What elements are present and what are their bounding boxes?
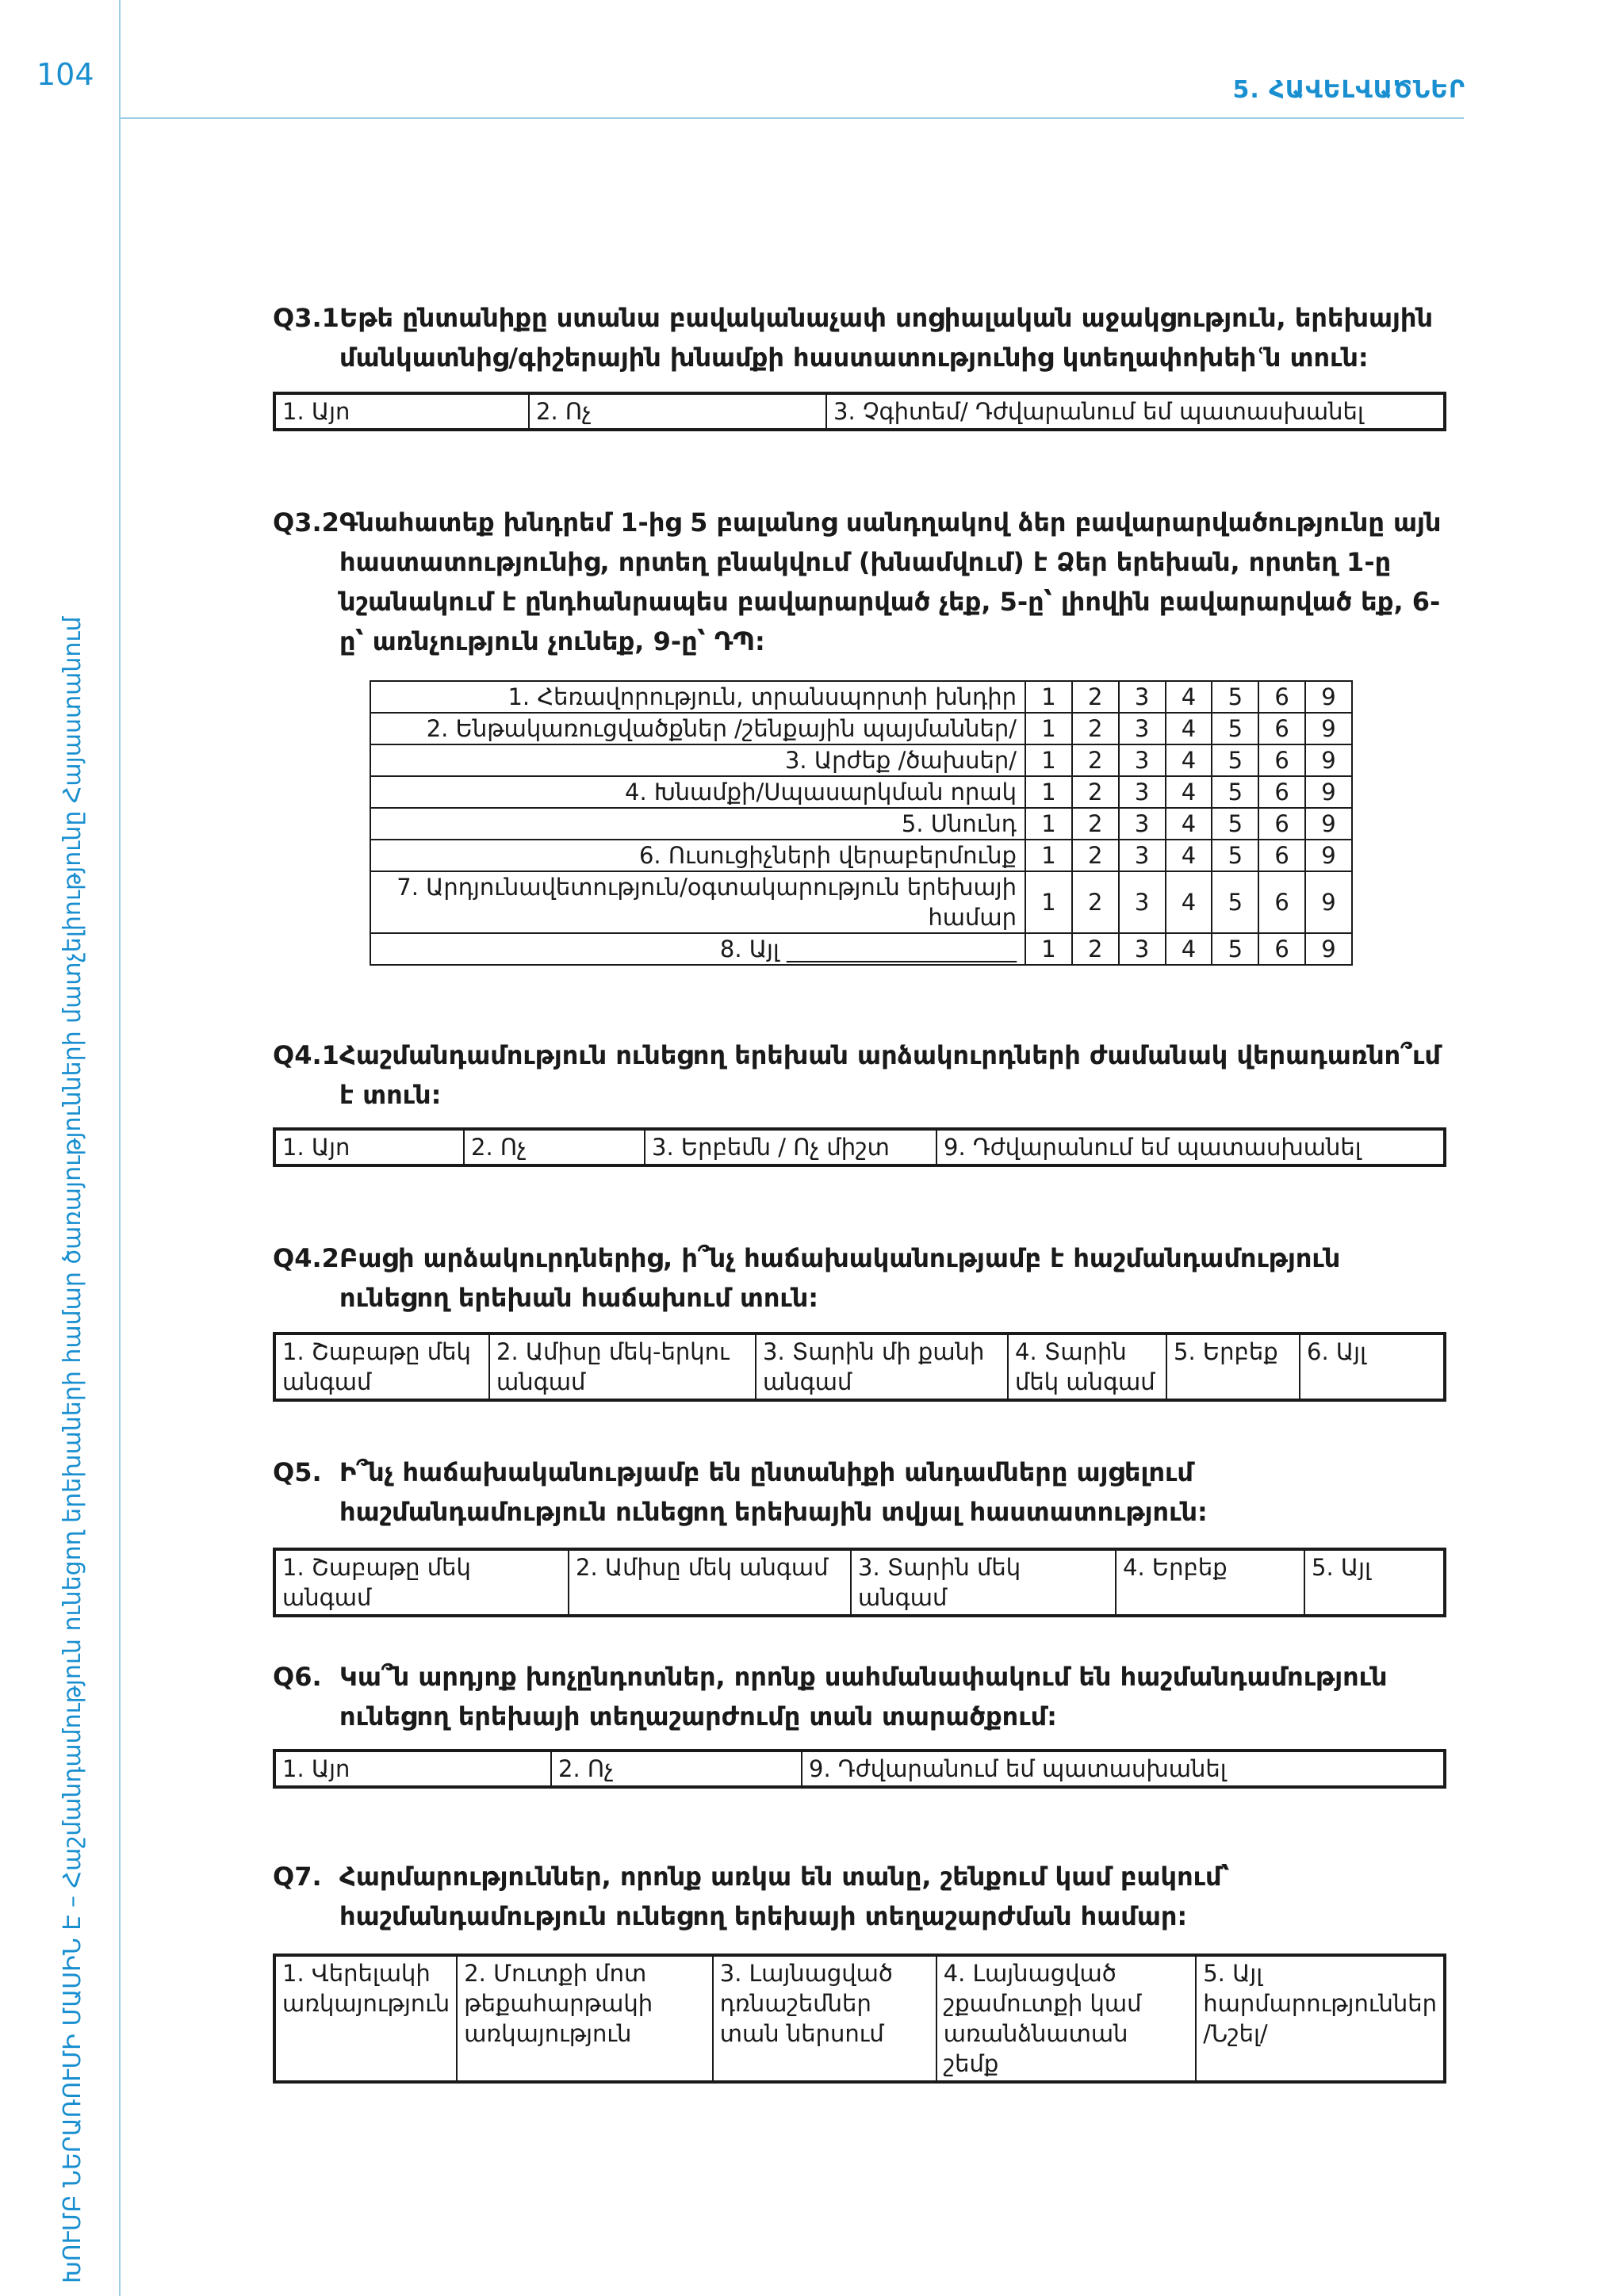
rating-item-label: 5. Սնունդ <box>370 808 1025 840</box>
scale-6[interactable]: 6 <box>1258 681 1305 713</box>
question-q4-1 <box>273 1035 1454 1115</box>
scale-3[interactable]: 3 <box>1119 808 1166 840</box>
scale-4[interactable]: 4 <box>1166 776 1212 808</box>
answer-options-q3-1 <box>273 392 1446 431</box>
rating-row <box>370 776 1352 808</box>
scale-2[interactable]: 2 <box>1072 713 1119 744</box>
scale-2[interactable]: 2 <box>1072 776 1119 808</box>
question-q6 <box>273 1657 1454 1736</box>
question-text: Գնահատեք խնդրեմ 1-ից 5 բալանոց սանդղակով ձեր բավարարվածությունը այն հաստատությունից, որտեղ բնակվում (խնամվում) է Ձեր երեխան, որտեղ 1-ը նշանակում է ընդհանրապես բավարարված չեք, 5-ը՝ լիովին բավարարված եք, 6-ը՝ առնչություն չունեք, 9-ը՝ ԴՊ: <box>339 507 1442 656</box>
question-number: Q4.1 <box>273 1040 339 1070</box>
scale-6[interactable]: 6 <box>1258 840 1305 871</box>
question-q3-2 <box>273 503 1454 661</box>
rating-item-label: 3. Արժեք /ծախսեր/ <box>370 744 1025 776</box>
scale-4[interactable]: 4 <box>1166 681 1212 713</box>
option[interactable]: 2. Ոչ <box>464 1129 645 1165</box>
scale-1[interactable]: 1 <box>1025 933 1072 965</box>
option[interactable]: 1. Այո <box>274 1751 551 1787</box>
rating-item-label: 8. Այլ ____________________ <box>370 933 1025 965</box>
option[interactable]: 2. Ամիսը մեկ-երկու անգամ <box>489 1334 756 1400</box>
question-number: Q4.2 <box>273 1243 339 1273</box>
rating-row <box>370 681 1352 713</box>
rating-row <box>370 871 1352 933</box>
question-text: Ի՞նչ հաճախականությամբ են ընտանիքի անդամները այցելում հաշմանդամություն ունեցող երեխային տվյալ հաստատություն: <box>339 1457 1208 1527</box>
option[interactable]: 4. Երբեք <box>1116 1549 1304 1616</box>
scale-9[interactable]: 9 <box>1305 933 1352 965</box>
rating-item-label: 6. Ուսուցիչների վերաբերմունք <box>370 840 1025 871</box>
option[interactable]: 3. Լայնացված դռնաշեմներ տան ներսում <box>713 1955 936 2082</box>
scale-6[interactable]: 6 <box>1258 933 1305 965</box>
option[interactable]: 2. Ոչ <box>529 393 826 430</box>
question-number: Q5. <box>273 1457 322 1487</box>
answer-options-q4-1 <box>273 1127 1446 1167</box>
rating-row <box>370 713 1352 744</box>
option[interactable]: 2. Մուտքի մոտ թեքահարթակի առկայություն <box>457 1955 713 2082</box>
question-text: Հարմարություններ, որոնք առկա են տանը, շենքում կամ բակում՝ հաշմանդամություն ունեցող երեխայի տեղաշարժման համար: <box>339 1862 1230 1931</box>
section-title: 5. ՀԱՎԵԼՎԱԾՆԵՐ <box>1232 76 1465 104</box>
scale-5[interactable]: 5 <box>1212 713 1258 744</box>
question-text: Կա՞ն արդյոք խոչընդոտներ, որոնք սահմանափակում են հաշմանդամություն ունեցող երեխայի տեղաշարժումը տան տարածքում: <box>339 1662 1388 1732</box>
scale-6[interactable]: 6 <box>1258 776 1305 808</box>
scale-6[interactable]: 6 <box>1258 808 1305 840</box>
scale-1[interactable]: 1 <box>1025 808 1072 840</box>
option[interactable]: 2. Ոչ <box>551 1751 802 1787</box>
scale-3[interactable]: 3 <box>1119 933 1166 965</box>
option[interactable]: 3. Երբեմն / Ոչ միշտ <box>645 1129 936 1165</box>
scale-3[interactable]: 3 <box>1119 681 1166 713</box>
option[interactable]: 6. Այլ <box>1300 1334 1445 1400</box>
option[interactable]: 1. Այո <box>274 393 529 430</box>
rating-item-label: 1. Հեռավորություն, տրանսպորտի խնդիր <box>370 681 1025 713</box>
scale-2[interactable]: 2 <box>1072 840 1119 871</box>
question-text: Բացի արձակուրդներից, ի՞նչ հաճախականությամբ է հաշմանդամություն ունեցող երեխան հաճախում տուն: <box>339 1243 1341 1313</box>
option[interactable]: 5. Երբեք <box>1166 1334 1300 1400</box>
question-number: Q3.2 <box>273 507 339 538</box>
option[interactable]: 9. Դժվարանում եմ պատասխանել <box>802 1751 1445 1787</box>
question-number: Q3.1 <box>273 303 339 333</box>
scale-4[interactable]: 4 <box>1166 871 1212 933</box>
scale-5[interactable]: 5 <box>1212 808 1258 840</box>
scale-6[interactable]: 6 <box>1258 713 1305 744</box>
option[interactable]: 2. Ամիսը մեկ անգամ <box>569 1549 851 1616</box>
scale-1[interactable]: 1 <box>1025 681 1072 713</box>
rating-row <box>370 933 1352 965</box>
scale-5[interactable]: 5 <box>1212 776 1258 808</box>
scale-9[interactable]: 9 <box>1305 871 1352 933</box>
scale-5[interactable]: 5 <box>1212 744 1258 776</box>
scale-3[interactable]: 3 <box>1119 744 1166 776</box>
option[interactable]: 4. Տարին մեկ անգամ <box>1008 1334 1166 1400</box>
scale-3[interactable]: 3 <box>1119 776 1166 808</box>
scale-3[interactable]: 3 <box>1119 871 1166 933</box>
scale-4[interactable]: 4 <box>1166 808 1212 840</box>
option[interactable]: 1. Վերելակի առկայություն <box>274 1955 457 2082</box>
rating-item-label: 4. Խնամքի/Սպասարկման որակ <box>370 776 1025 808</box>
scale-9[interactable]: 9 <box>1305 713 1352 744</box>
scale-4[interactable]: 4 <box>1166 744 1212 776</box>
question-q7 <box>273 1857 1454 1936</box>
scale-1[interactable]: 1 <box>1025 713 1072 744</box>
scale-9[interactable]: 9 <box>1305 776 1352 808</box>
rating-table-q3-2 <box>370 680 1353 966</box>
scale-5[interactable]: 5 <box>1212 871 1258 933</box>
rating-row <box>370 840 1352 871</box>
scale-5[interactable]: 5 <box>1212 933 1258 965</box>
scale-2[interactable]: 2 <box>1072 871 1119 933</box>
scale-1[interactable]: 1 <box>1025 744 1072 776</box>
answer-options-q7 <box>273 1954 1446 2084</box>
option[interactable]: 5. Այլ հարմարություններ /Նշել/ <box>1196 1955 1445 2082</box>
scale-1[interactable]: 1 <box>1025 776 1072 808</box>
scale-6[interactable]: 6 <box>1258 871 1305 933</box>
scale-6[interactable]: 6 <box>1258 744 1305 776</box>
option[interactable]: 1. Շաբաթը մեկ անգամ <box>274 1334 489 1400</box>
scale-5[interactable]: 5 <box>1212 681 1258 713</box>
rating-item-label: 2. Ենթակառուցվածքներ /շենքային պայմաններ/ <box>370 713 1025 744</box>
scale-1[interactable]: 1 <box>1025 840 1072 871</box>
scale-2[interactable]: 2 <box>1072 744 1119 776</box>
header-rule <box>119 117 1464 119</box>
rating-item-label: 7. Արդյունավետություն/օգտակարություն երեխայի համար <box>370 871 1025 933</box>
answer-options-q5 <box>273 1548 1446 1617</box>
question-number: Q6. <box>273 1662 322 1692</box>
scale-9[interactable]: 9 <box>1305 808 1352 840</box>
page-number: 104 <box>36 57 94 92</box>
scale-5[interactable]: 5 <box>1212 840 1258 871</box>
question-text: Եթե ընտանիքը ստանա բավականաչափ սոցիալական աջակցություն, երեխային մանկատնից/գիշերային խնամքի հաստատությունից կտեղափոխեիՙն տուն: <box>339 303 1433 373</box>
option[interactable]: 1. Շաբաթը մեկ անգամ <box>274 1549 569 1616</box>
scale-1[interactable]: 1 <box>1025 871 1072 933</box>
question-q3-1 <box>273 298 1454 377</box>
question-number: Q7. <box>273 1862 322 1892</box>
option[interactable]: 1. Այո <box>274 1129 464 1165</box>
question-text: Հաշմանդամություն ունեցող երեխան արձակուրդների ժամանակ վերադառնո՞ւմ է տուն: <box>339 1040 1441 1110</box>
answer-options-q6 <box>273 1749 1446 1789</box>
scale-4[interactable]: 4 <box>1166 840 1212 871</box>
scale-3[interactable]: 3 <box>1119 840 1166 871</box>
side-running-title: ԽՈՒՄԲ ՆԵՐԱՌՈՒՄԻ ՄԱՍԻՆ Է – Հաշմանդամություն ունեցող երեխաների համար ծառայությունների մատչելիությունը Հայաստանում <box>59 616 86 2283</box>
option[interactable]: 3. Չգիտեմ/ Դժվարանում եմ պատասխանել <box>826 393 1445 430</box>
question-q4-2 <box>273 1238 1454 1318</box>
scale-4[interactable]: 4 <box>1166 933 1212 965</box>
option[interactable]: 3. Տարին մի քանի անգամ <box>756 1334 1008 1400</box>
scale-9[interactable]: 9 <box>1305 681 1352 713</box>
option[interactable]: 9. Դժվարանում եմ պատասխանել <box>936 1129 1445 1165</box>
rating-row <box>370 808 1352 840</box>
option[interactable]: 3. Տարին մեկ անգամ <box>851 1549 1116 1616</box>
scale-2[interactable]: 2 <box>1072 808 1119 840</box>
rating-row <box>370 744 1352 776</box>
scale-9[interactable]: 9 <box>1305 840 1352 871</box>
option[interactable]: 4. Լայնացված շքամուտքի կամ առանձնատան շեմք <box>936 1955 1197 2082</box>
scale-2[interactable]: 2 <box>1072 933 1119 965</box>
scale-3[interactable]: 3 <box>1119 713 1166 744</box>
question-q5 <box>273 1452 1454 1532</box>
margin-rule <box>119 0 121 2296</box>
answer-options-q4-2 <box>273 1332 1446 1402</box>
option[interactable]: 5. Այլ <box>1304 1549 1445 1616</box>
scale-2[interactable]: 2 <box>1072 681 1119 713</box>
scale-9[interactable]: 9 <box>1305 744 1352 776</box>
scale-4[interactable]: 4 <box>1166 713 1212 744</box>
